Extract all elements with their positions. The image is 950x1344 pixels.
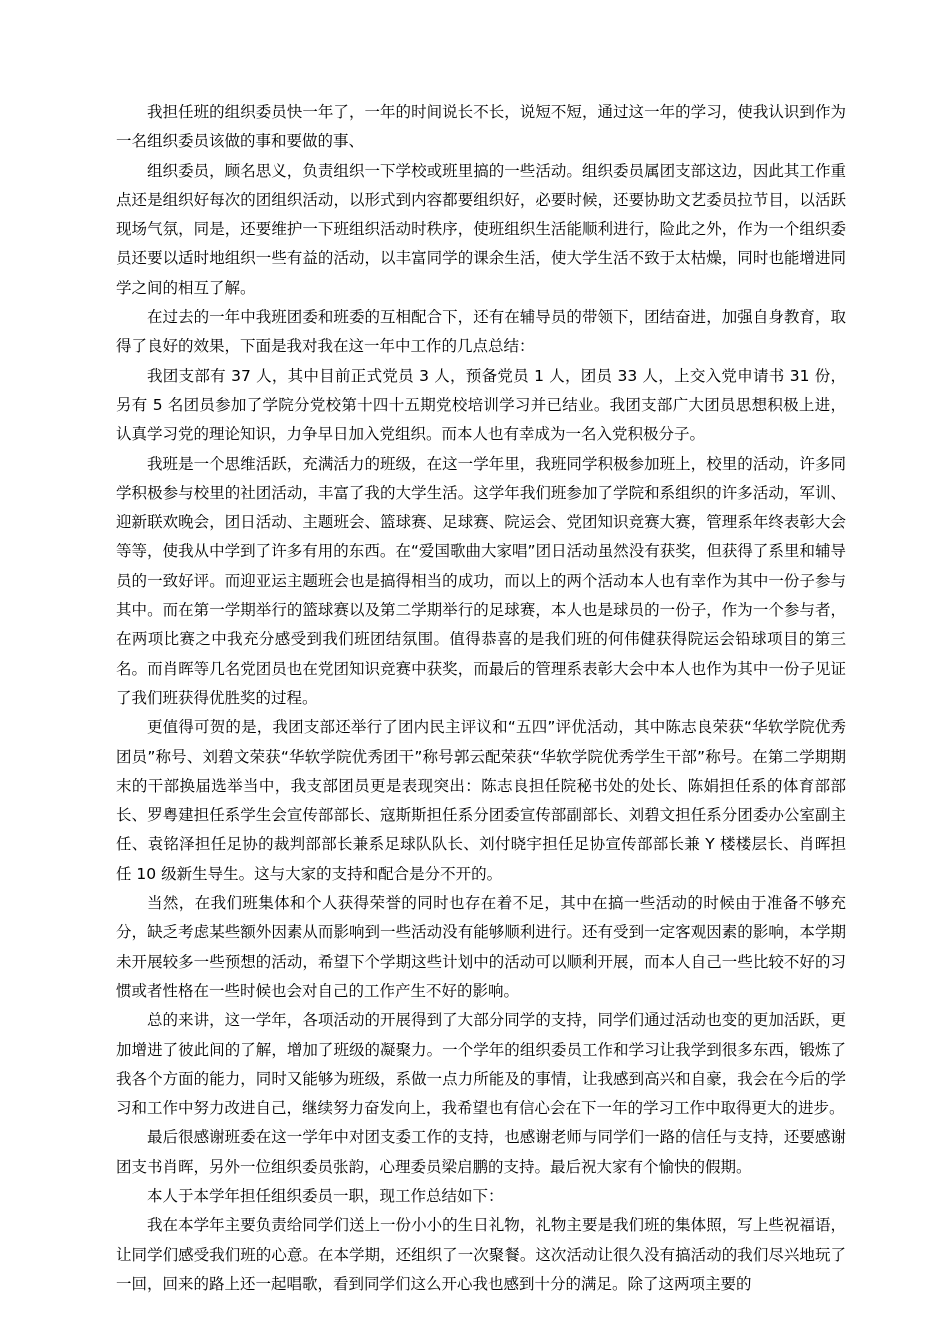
paragraph: 更值得可贺的是，我团支部还举行了团内民主评议和“五四”评优活动，其中陈志良荣获“华软学院优秀团员”称号、刘碧文荣获“华软学院优秀团干”称号郭云配荣获“华软学院优秀学生干部”称号。在第二学期期末的干部换届选举当中，我支部团员更是表现突出：陈志良担任院秘书处的处长、陈娟担任系的体育部部长、罗粤建担任系学生会宣传部部长、寇斯斯担任系分团委宣传部副部长、刘碧文担任系分团委办公室副主任、袁铭泽担任足协的裁判部部长兼系足球队队长、刘付晓宇担任足协宣传部部长兼 Y 楼楼层长、肖晖担任 10 级新生导生。这与大家的支持和配合是分不开的。: [116, 718, 846, 883]
paragraph: 我团支部有 37 人，其中目前正式党员 3 人，预备党员 1 人，团员 33 人，上交入党申请书 31 份，另有 5 名团员参加了学院分党校第十四十五期党校培训学习并已结业。我团支部广大团员思想积极上进，认真学习党的理论知识，力争早日加入党组织。而本人也有幸成为一名入党积极分子。: [116, 366, 846, 444]
paragraph: 总的来讲，这一学年，各项活动的开展得到了大部分同学的支持，同学们通过活动也变的更加活跃，更加增进了彼此间的了解，增加了班级的凝聚力。一个学年的组织委员工作和学习让我学到很多东西，锻炼了我各个方面的能力，同时又能够为班级，系做一点力所能及的事情，让我感到高兴和自豪，我会在今后的学习和工作中努力改进自己，继续努力奋发向上，我希望也有信心会在下一年的学习工作中取得更大的进步。: [116, 1011, 846, 1118]
paragraph: 在过去的一年中我班团委和班委的互相配合下，还有在辅导员的带领下，团结奋进，加强自身教育，取得了良好的效果，下面是我对我在这一年中工作的几点总结：: [116, 308, 846, 356]
paragraph: 当然，在我们班集体和个人获得荣誉的同时也存在着不足，其中在搞一些活动的时候由于准备不够充分，缺乏考虑某些额外因素从而影响到一些活动没有能够顺利进行。还有受到一定客观因素的影响，本学期未开展较多一些预想的活动，希望下个学期这些计划中的活动可以顺利开展，而本人自己一些比较不好的习惯或者性格在一些时候也会对自己的工作产生不好的影响。: [116, 894, 846, 1000]
paragraph: 组织委员，顾名思义，负责组织一下学校或班里搞的一些活动。组织委员属团支部这边，因此其工作重点还是组织好每次的团组织活动，以形式到内容都要组织好，必要时候，还要协助文艺委员拉节目，以活跃现场气氛，同是，还要维护一下班组织活动时秩序，使班组织生活能顺利进行，险此之外，作为一个组织委员还要以适时地组织一些有益的活动，以丰富同学的课余生活，使大学生活不致于太枯燥，同时也能增进同学之间的相互了解。: [116, 161, 846, 297]
paragraph: 我班是一个思维活跃，充满活力的班级，在这一学年里，我班同学积极参加班上，校里的活动，许多同学积极参与校里的社团活动，丰富了我的大学生活。这学年我们班参加了学院和系组织的许多活动，军训、迎新联欢晚会，团日活动、主题班会、篮球赛、足球赛、院运会、党团知识竞赛大赛，管理系年终表彰大会等等，使我从中学到了许多有用的东西。在“爱国歌曲大家唱”团日活动虽然没有获奖，但获得了系里和辅导员的一致好评。而迎亚运主题班会也是搞得相当的成功，而以上的两个活动本人也有幸作为其中一份子参与其中。而在第一学期举行的篮球赛以及第二学期举行的足球赛，本人也是球员的一份子，作为一个参与者，在两项比赛之中我充分感受到我们班团结氛围。值得恭喜的是我们班的何伟健获得院运会铅球项目的第三名。而肖晖等几名党团员也在党团知识竞赛中获奖，而最后的管理系表彰大会中本人也作为其中一份子见证了我们班获得优胜奖的过程。: [116, 454, 846, 707]
paragraph: 最后很感谢班委在这一学年中对团支委工作的支持，也感谢老师与同学们一路的信任与支持，还要感谢团支书肖晖，另外一位组织委员张韵，心理委员梁启鹏的支持。最后祝大家有个愉快的假期。: [116, 1128, 846, 1176]
paragraph: 我在本学年主要负责给同学们送上一份小小的生日礼物，礼物主要是我们班的集体照，写上些祝福语，让同学们感受我们班的心意。在本学期，还组织了一次聚餐。这次活动让很久没有搞活动的我们尽兴地玩了一回，回来的路上还一起唱歌，看到同学们这么开心我也感到十分的满足。除了这两项主要的: [116, 1216, 846, 1293]
paragraph: 我担任班的组织委员快一年了，一年的时间说长不长，说短不短，通过这一年的学习，使我认识到作为一名组织委员该做的事和要做的事、: [116, 103, 846, 151]
document-page: [116, 98, 846, 1299]
paragraph: 本人于本学年担任组织委员一职，现工作总结如下：: [147, 1186, 504, 1205]
